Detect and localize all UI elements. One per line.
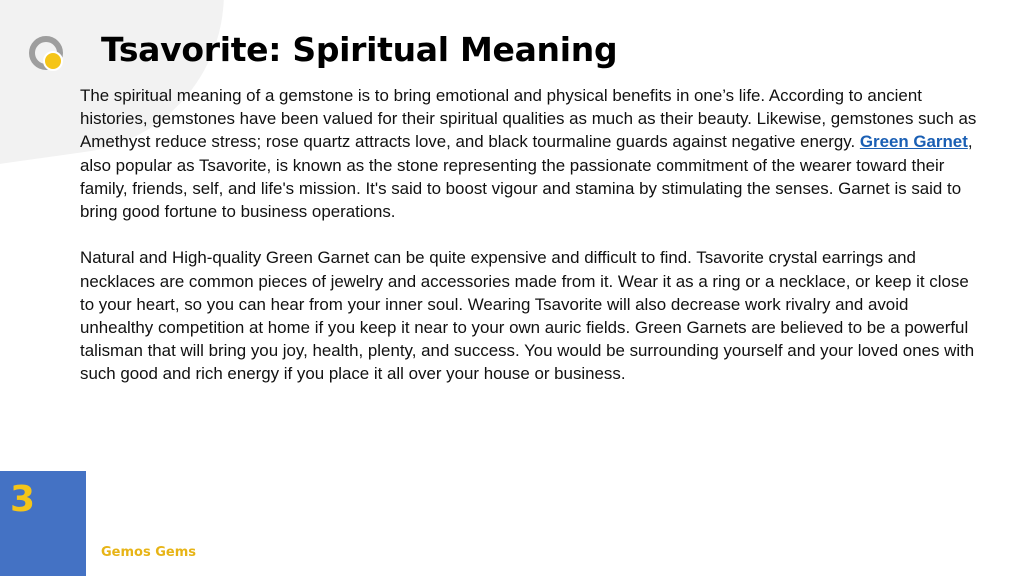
green-garnet-link[interactable]: Green Garnet <box>859 132 968 152</box>
body-text <box>80 84 980 386</box>
paragraph-1-rest: , also popular as Tsavorite, is known as the stone representing the passionate commitment of the wearer toward their family, friends, self, and life's mission. It's said to boost vigour and stamina by stimulating the senses. Garnet is said to bring good fortune to business operations. <box>80 132 973 222</box>
page-number-box <box>0 471 86 576</box>
paragraph-2: Natural and High-quality Green Garnet can be quite expensive and difficult to find. Tsavorite crystal earrings and necklaces are common pieces of jewelry and accessories made from it. Wear it as a ring or a necklace, or keep it close to your heart, so you can hear from your inner soul. Wearing Tsavorite will also decrease work rivalry and avoid unhealthy competition at home if you keep it near to your own auric fields. Green Garnets are believed to be a powerful talisman that will bring you joy, health, plenty, and success. You would be surrounding yourself and your loved ones with such good and rich energy if you place it all over your house or business. <box>80 248 975 384</box>
paragraph-1-intro: The spiritual meaning of a gemstone is to bring emotional and physical benefits in one’s life. According to ancient histories, gemstones have been valued for their spiritual qualities as much as their beauty. Likewise, gemstones such as Amethyst reduce stress; rose quartz attracts love, and black tourmaline guards against negative energy. <box>80 86 977 152</box>
page-number: 3 <box>10 479 36 520</box>
circle-logo-icon <box>29 36 67 74</box>
paragraph-1 <box>80 84 980 223</box>
footer-brand: Gemos Gems <box>101 545 196 560</box>
slide-title: Tsavorite: Spiritual Meaning <box>101 30 618 69</box>
